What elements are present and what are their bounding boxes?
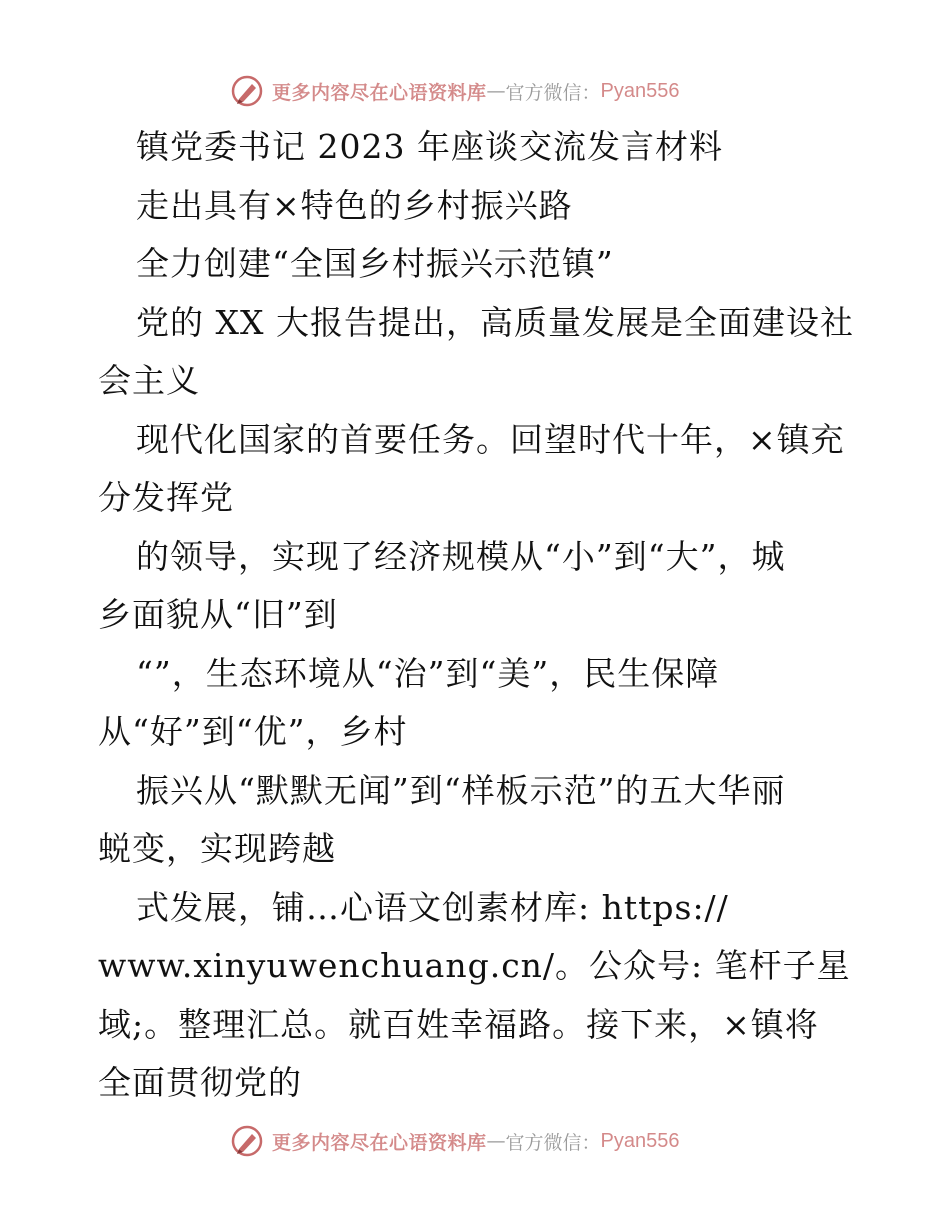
- watermark-official-label: 官方微信：: [505, 81, 601, 104]
- document-title: 镇党委书记 2023 年座谈交流发言材料: [136, 127, 723, 166]
- paragraph-line: 域;。整理汇总。就百姓幸福路。接下来，×镇将: [98, 1004, 819, 1044]
- footer-watermark: [230, 1121, 680, 1161]
- paragraph-line: 全面贯彻党的: [98, 1063, 302, 1102]
- document-body: [98, 118, 858, 1113]
- document-subtitle: 走出具有×特色的乡村振兴路: [136, 185, 573, 225]
- watermark-official-label: 官方微信：: [505, 1131, 601, 1154]
- watermark-wechat-id: Pyan556: [600, 79, 680, 102]
- paragraph-line: 乡面貌从“旧”到: [98, 595, 338, 634]
- header-watermark: [230, 71, 680, 111]
- watermark-dash: —: [486, 80, 506, 102]
- watermark-dash: —: [486, 1130, 506, 1152]
- watermark-text: 更多内容尽在心语资料库: [272, 1131, 487, 1154]
- paragraph-line: 分发挥党: [98, 478, 234, 517]
- paragraph-line: 会主义: [98, 361, 200, 400]
- paragraph-line: www.xinyuwenchuang.cn/。公众号: 笔杆子星: [98, 946, 851, 985]
- paragraph-line: 现代化国家的首要任务。回望时代十年，×镇充: [136, 419, 845, 459]
- paragraph-line: 蜕变，实现跨越: [98, 829, 336, 868]
- paragraph-line: 从“好”到“优”，乡村: [98, 712, 408, 751]
- paragraph-line: 党的 XX 大报告提出，高质量发展是全面建设社: [136, 302, 854, 342]
- paragraph-line: 式发展，铺…心语文创素材库: https://: [136, 887, 729, 927]
- pen-logo-icon: [230, 1124, 264, 1158]
- paragraph-line: 振兴从“默默无闻”到“样板示范”的五大华丽: [136, 770, 786, 810]
- watermark-text: 更多内容尽在心语资料库: [272, 81, 487, 104]
- paragraph-line: 的领导，实现了经济规模从“小”到“大”，城: [136, 536, 786, 576]
- watermark-wechat-id: Pyan556: [600, 1129, 680, 1152]
- paragraph-line: “”，生态环境从“治”到“美”，民生保障: [136, 653, 720, 693]
- pen-logo-icon: [230, 74, 264, 108]
- document-subtitle-2: 全力创建“全国乡村振兴示范镇”: [136, 244, 614, 283]
